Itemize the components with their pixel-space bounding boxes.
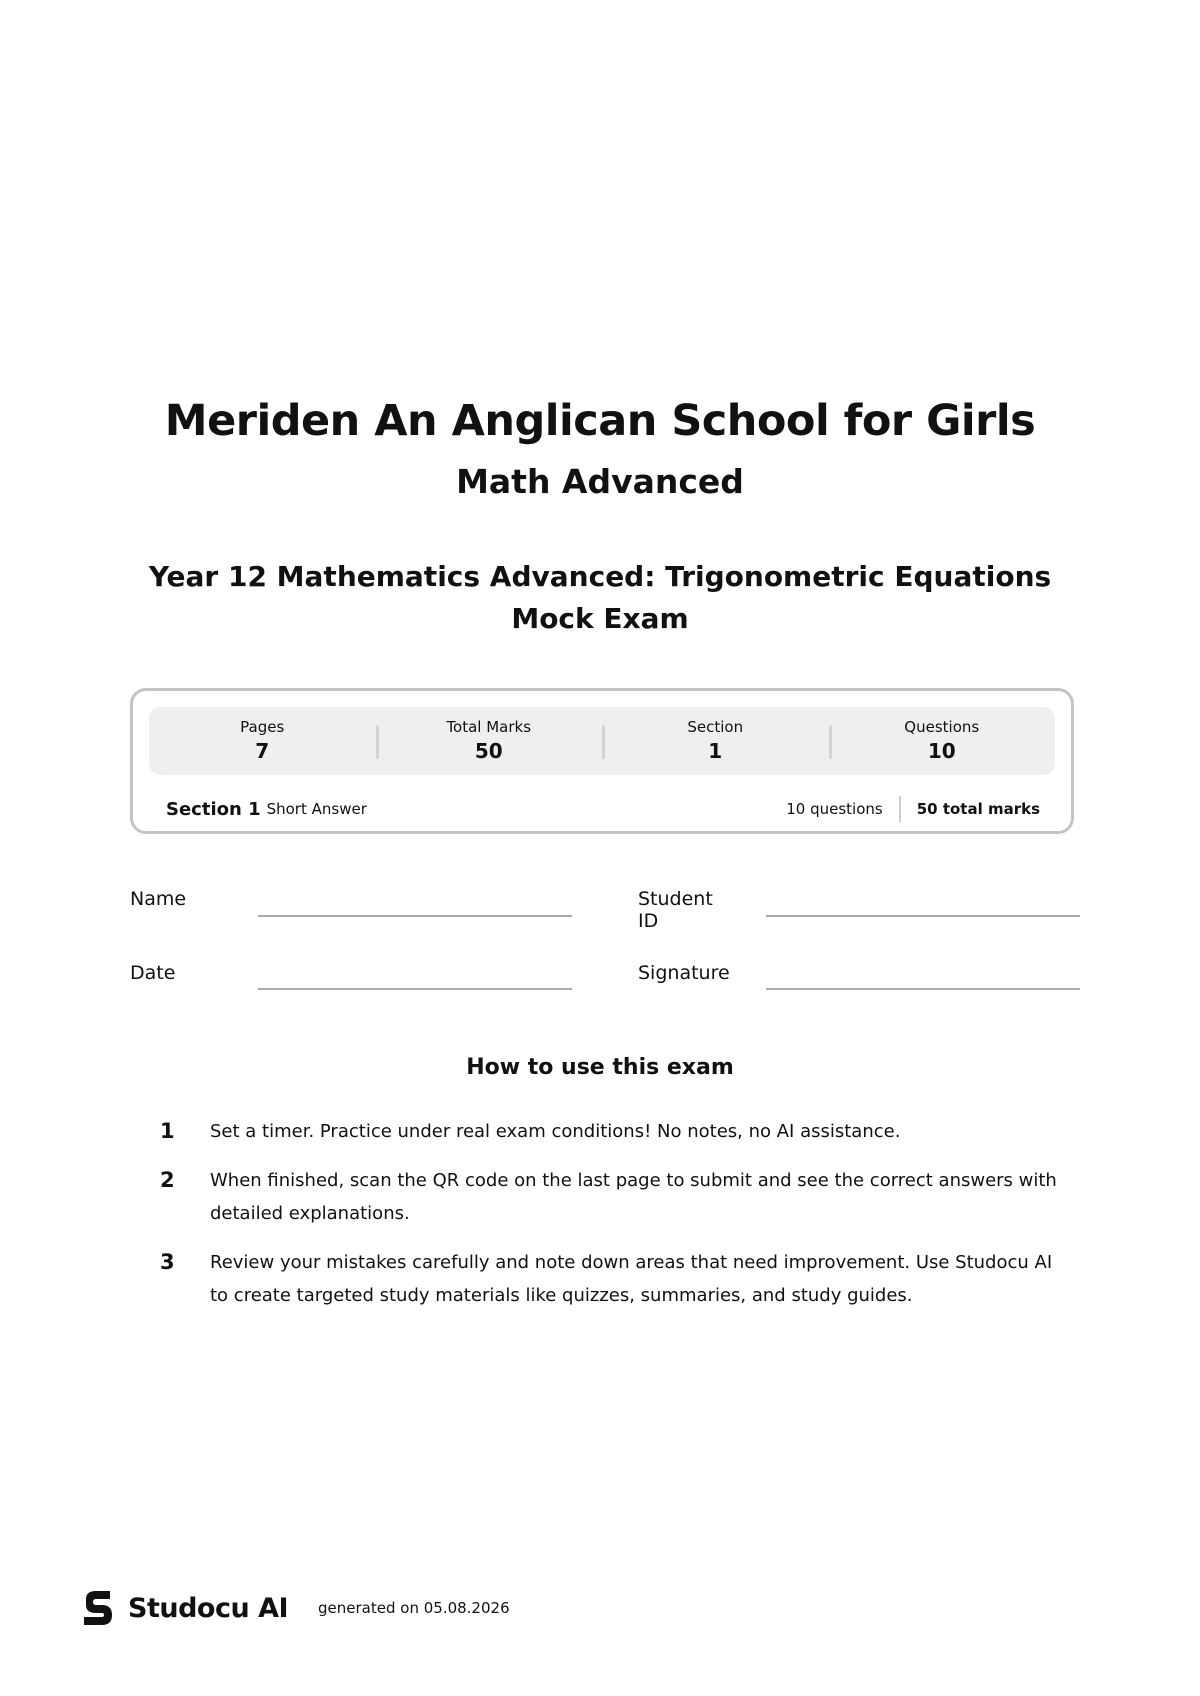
generated-date: generated on 05.08.2026: [318, 1599, 510, 1617]
signature-label: Signature: [638, 962, 730, 984]
section-question-count: 10 questions: [786, 800, 883, 818]
stat-total-marks: [376, 707, 603, 775]
instructions-list: [160, 1115, 1060, 1328]
studocu-logo-icon: [80, 1589, 116, 1627]
exam-info-box: [130, 688, 1074, 834]
stat-value: 10: [927, 739, 956, 763]
step-number: 2: [160, 1168, 175, 1192]
brand-name: Studocu AI: [128, 1592, 289, 1624]
subject-title: Math Advanced: [456, 462, 744, 501]
section-total-marks: 50 total marks: [916, 800, 1040, 818]
stat-label: Section: [687, 718, 744, 736]
student-id-label: Student ID: [638, 888, 713, 932]
name-label: Name: [130, 888, 187, 910]
section-summary: [166, 795, 1040, 823]
name-line[interactable]: [258, 915, 572, 917]
stat-questions: [829, 707, 1056, 775]
instruction-step: [160, 1115, 1060, 1148]
exam-title: [0, 556, 1200, 640]
exam-title-line-2: Mock Exam: [511, 602, 689, 635]
instruction-step: [160, 1164, 1060, 1230]
signature-line[interactable]: [766, 988, 1080, 990]
student-id-line[interactable]: [766, 915, 1080, 917]
stat-label: Pages: [240, 718, 285, 736]
section-type: Short Answer: [266, 800, 367, 818]
stat-pages: [149, 707, 376, 775]
date-line[interactable]: [258, 988, 572, 990]
stat-value: 50: [474, 739, 503, 763]
footer: [80, 1588, 510, 1628]
stat-value: 7: [255, 739, 270, 763]
step-text: When finished, scan the QR code on the last page to submit and see the correct answers with detailed explanations.: [210, 1170, 1057, 1224]
step-text: Review your mistakes carefully and note down areas that need improvement. Use Studocu AI to create targeted study materials like quizzes, summaries, and study guides.: [210, 1252, 1053, 1306]
section-title: Section 1: [166, 798, 261, 820]
step-number: 1: [160, 1119, 175, 1143]
instructions-heading: How to use this exam: [466, 1055, 734, 1080]
school-name: Meriden An Anglican School for Girls: [164, 396, 1036, 446]
stat-value: 1: [708, 739, 723, 763]
stat-section: [602, 707, 829, 775]
exam-title-line-1: Year 12 Mathematics Advanced: Trigonometric Equations: [148, 560, 1052, 593]
step-text: Set a timer. Practice under real exam conditions! No notes, no AI assistance.: [210, 1121, 901, 1142]
step-number: 3: [160, 1250, 175, 1274]
stat-label: Total Marks: [446, 718, 532, 736]
exam-stats: [149, 707, 1055, 775]
instruction-step: [160, 1246, 1060, 1312]
stat-label: Questions: [904, 718, 980, 736]
date-label: Date: [130, 962, 176, 984]
